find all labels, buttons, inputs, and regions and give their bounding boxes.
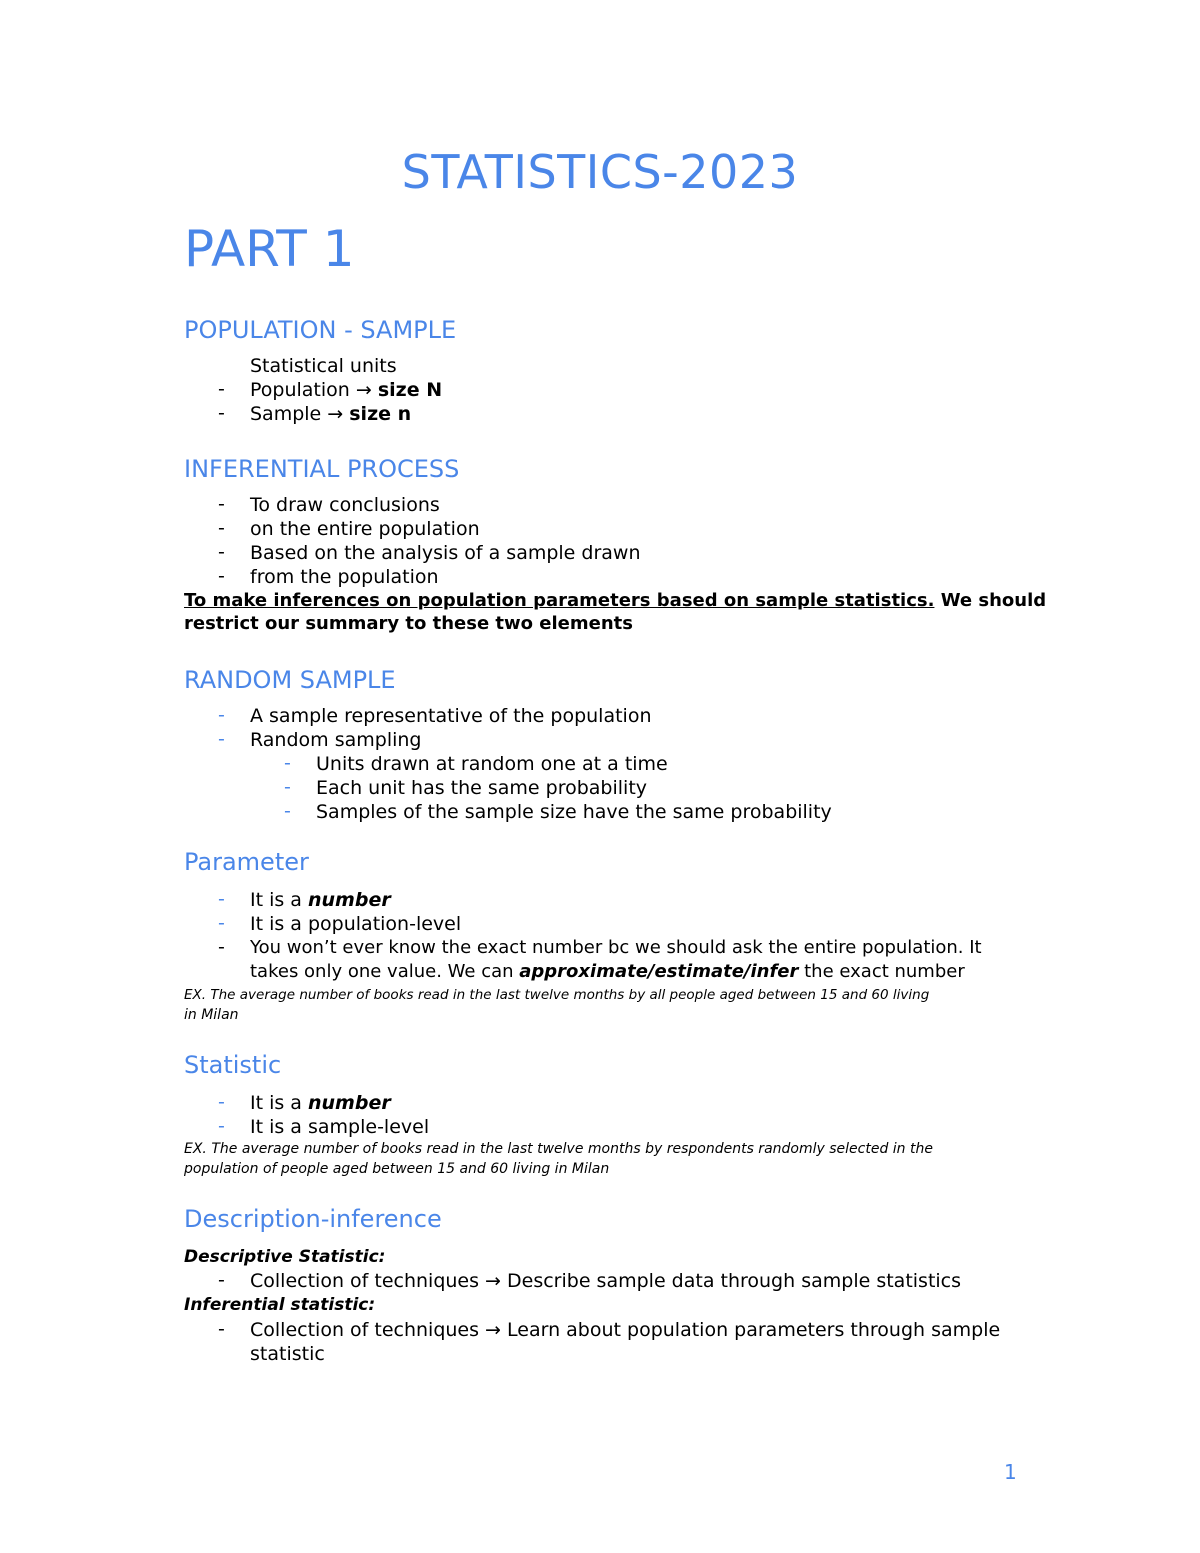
bullet-dash: - bbox=[218, 888, 225, 910]
document-title: STATISTICS-2023 bbox=[401, 145, 799, 199]
list-item: Sample → size n bbox=[250, 403, 412, 425]
bullet-dash: - bbox=[218, 704, 225, 726]
sub-list-item: Units drawn at random one at a time bbox=[316, 753, 668, 775]
inferential-note-continued: restrict our summary to these two elements bbox=[184, 613, 633, 634]
list-item: Population → size N bbox=[250, 379, 443, 401]
list-item: on the entire population bbox=[250, 518, 480, 540]
list-item: You won’t ever know the exact number bc we should ask the entire population. It bbox=[250, 937, 982, 958]
descriptive-label: Descriptive Statistic: bbox=[184, 1247, 386, 1267]
list-item: It is a number bbox=[250, 889, 391, 911]
list-item: Random sampling bbox=[250, 729, 422, 751]
list-item: It is a sample-level bbox=[250, 1116, 430, 1138]
list-item: To draw conclusions bbox=[250, 494, 440, 516]
heading-parameter: Parameter bbox=[184, 848, 309, 876]
bullet-dash: - bbox=[218, 541, 225, 563]
bullet-dash: - bbox=[218, 1269, 225, 1291]
bullet-dash: - bbox=[218, 517, 225, 539]
list-item-continued: statistic bbox=[250, 1343, 325, 1365]
heading-population-sample: POPULATION - SAMPLE bbox=[184, 316, 457, 344]
bullet-dash: - bbox=[218, 378, 225, 400]
bullet-dash: - bbox=[284, 776, 291, 798]
bullet-dash: - bbox=[284, 800, 291, 822]
parameter-example: EX. The average number of books read in the last twelve months by all people aged between 15 and 60 living bbox=[184, 987, 930, 1003]
list-item: Collection of techniques → Describe sample data through sample statistics bbox=[250, 1270, 962, 1292]
parameter-example-continued: in Milan bbox=[184, 1007, 239, 1023]
list-item: A sample representative of the population bbox=[250, 705, 652, 727]
heading-statistic: Statistic bbox=[184, 1051, 282, 1079]
statistic-example: EX. The average number of books read in the last twelve months by respondents randomly selected in the bbox=[184, 1141, 933, 1157]
list-item: Collection of techniques → Learn about population parameters through sample bbox=[250, 1319, 1001, 1341]
inferential-label: Inferential statistic: bbox=[184, 1295, 376, 1315]
bullet-dash: - bbox=[284, 752, 291, 774]
heading-inferential-process: INFERENTIAL PROCESS bbox=[184, 455, 460, 483]
page-number: 1 bbox=[1004, 1460, 1017, 1484]
bullet-dash: - bbox=[218, 936, 225, 958]
list-item: from the population bbox=[250, 566, 439, 588]
bullet-dash: - bbox=[218, 1115, 225, 1137]
bullet-dash: - bbox=[218, 912, 225, 934]
heading-random-sample: RANDOM SAMPLE bbox=[184, 666, 396, 694]
inferential-note: To make inferences on population parameters based on sample statistics. We should bbox=[184, 590, 1047, 611]
bullet-dash: - bbox=[218, 493, 225, 515]
sub-list-item: Samples of the sample size have the same probability bbox=[316, 801, 832, 823]
bullet-dash: - bbox=[218, 1091, 225, 1113]
part-heading: PART 1 bbox=[184, 220, 355, 278]
list-item: It is a number bbox=[250, 1092, 391, 1114]
list-item: Based on the analysis of a sample drawn bbox=[250, 542, 641, 564]
statistic-example-continued: population of people aged between 15 and 60 living in Milan bbox=[184, 1161, 610, 1177]
bullet-dash: - bbox=[218, 402, 225, 424]
list-item-continued: takes only one value. We can approximate/estimate/infer the exact number bbox=[250, 961, 965, 982]
bullet-dash: - bbox=[218, 728, 225, 750]
heading-description-inference: Description-inference bbox=[184, 1205, 442, 1233]
bullet-dash: - bbox=[218, 565, 225, 587]
list-item: It is a population-level bbox=[250, 913, 462, 935]
sub-list-item: Each unit has the same probability bbox=[316, 777, 648, 799]
bullet-dash: - bbox=[218, 1318, 225, 1340]
population-intro: Statistical units bbox=[250, 355, 397, 377]
